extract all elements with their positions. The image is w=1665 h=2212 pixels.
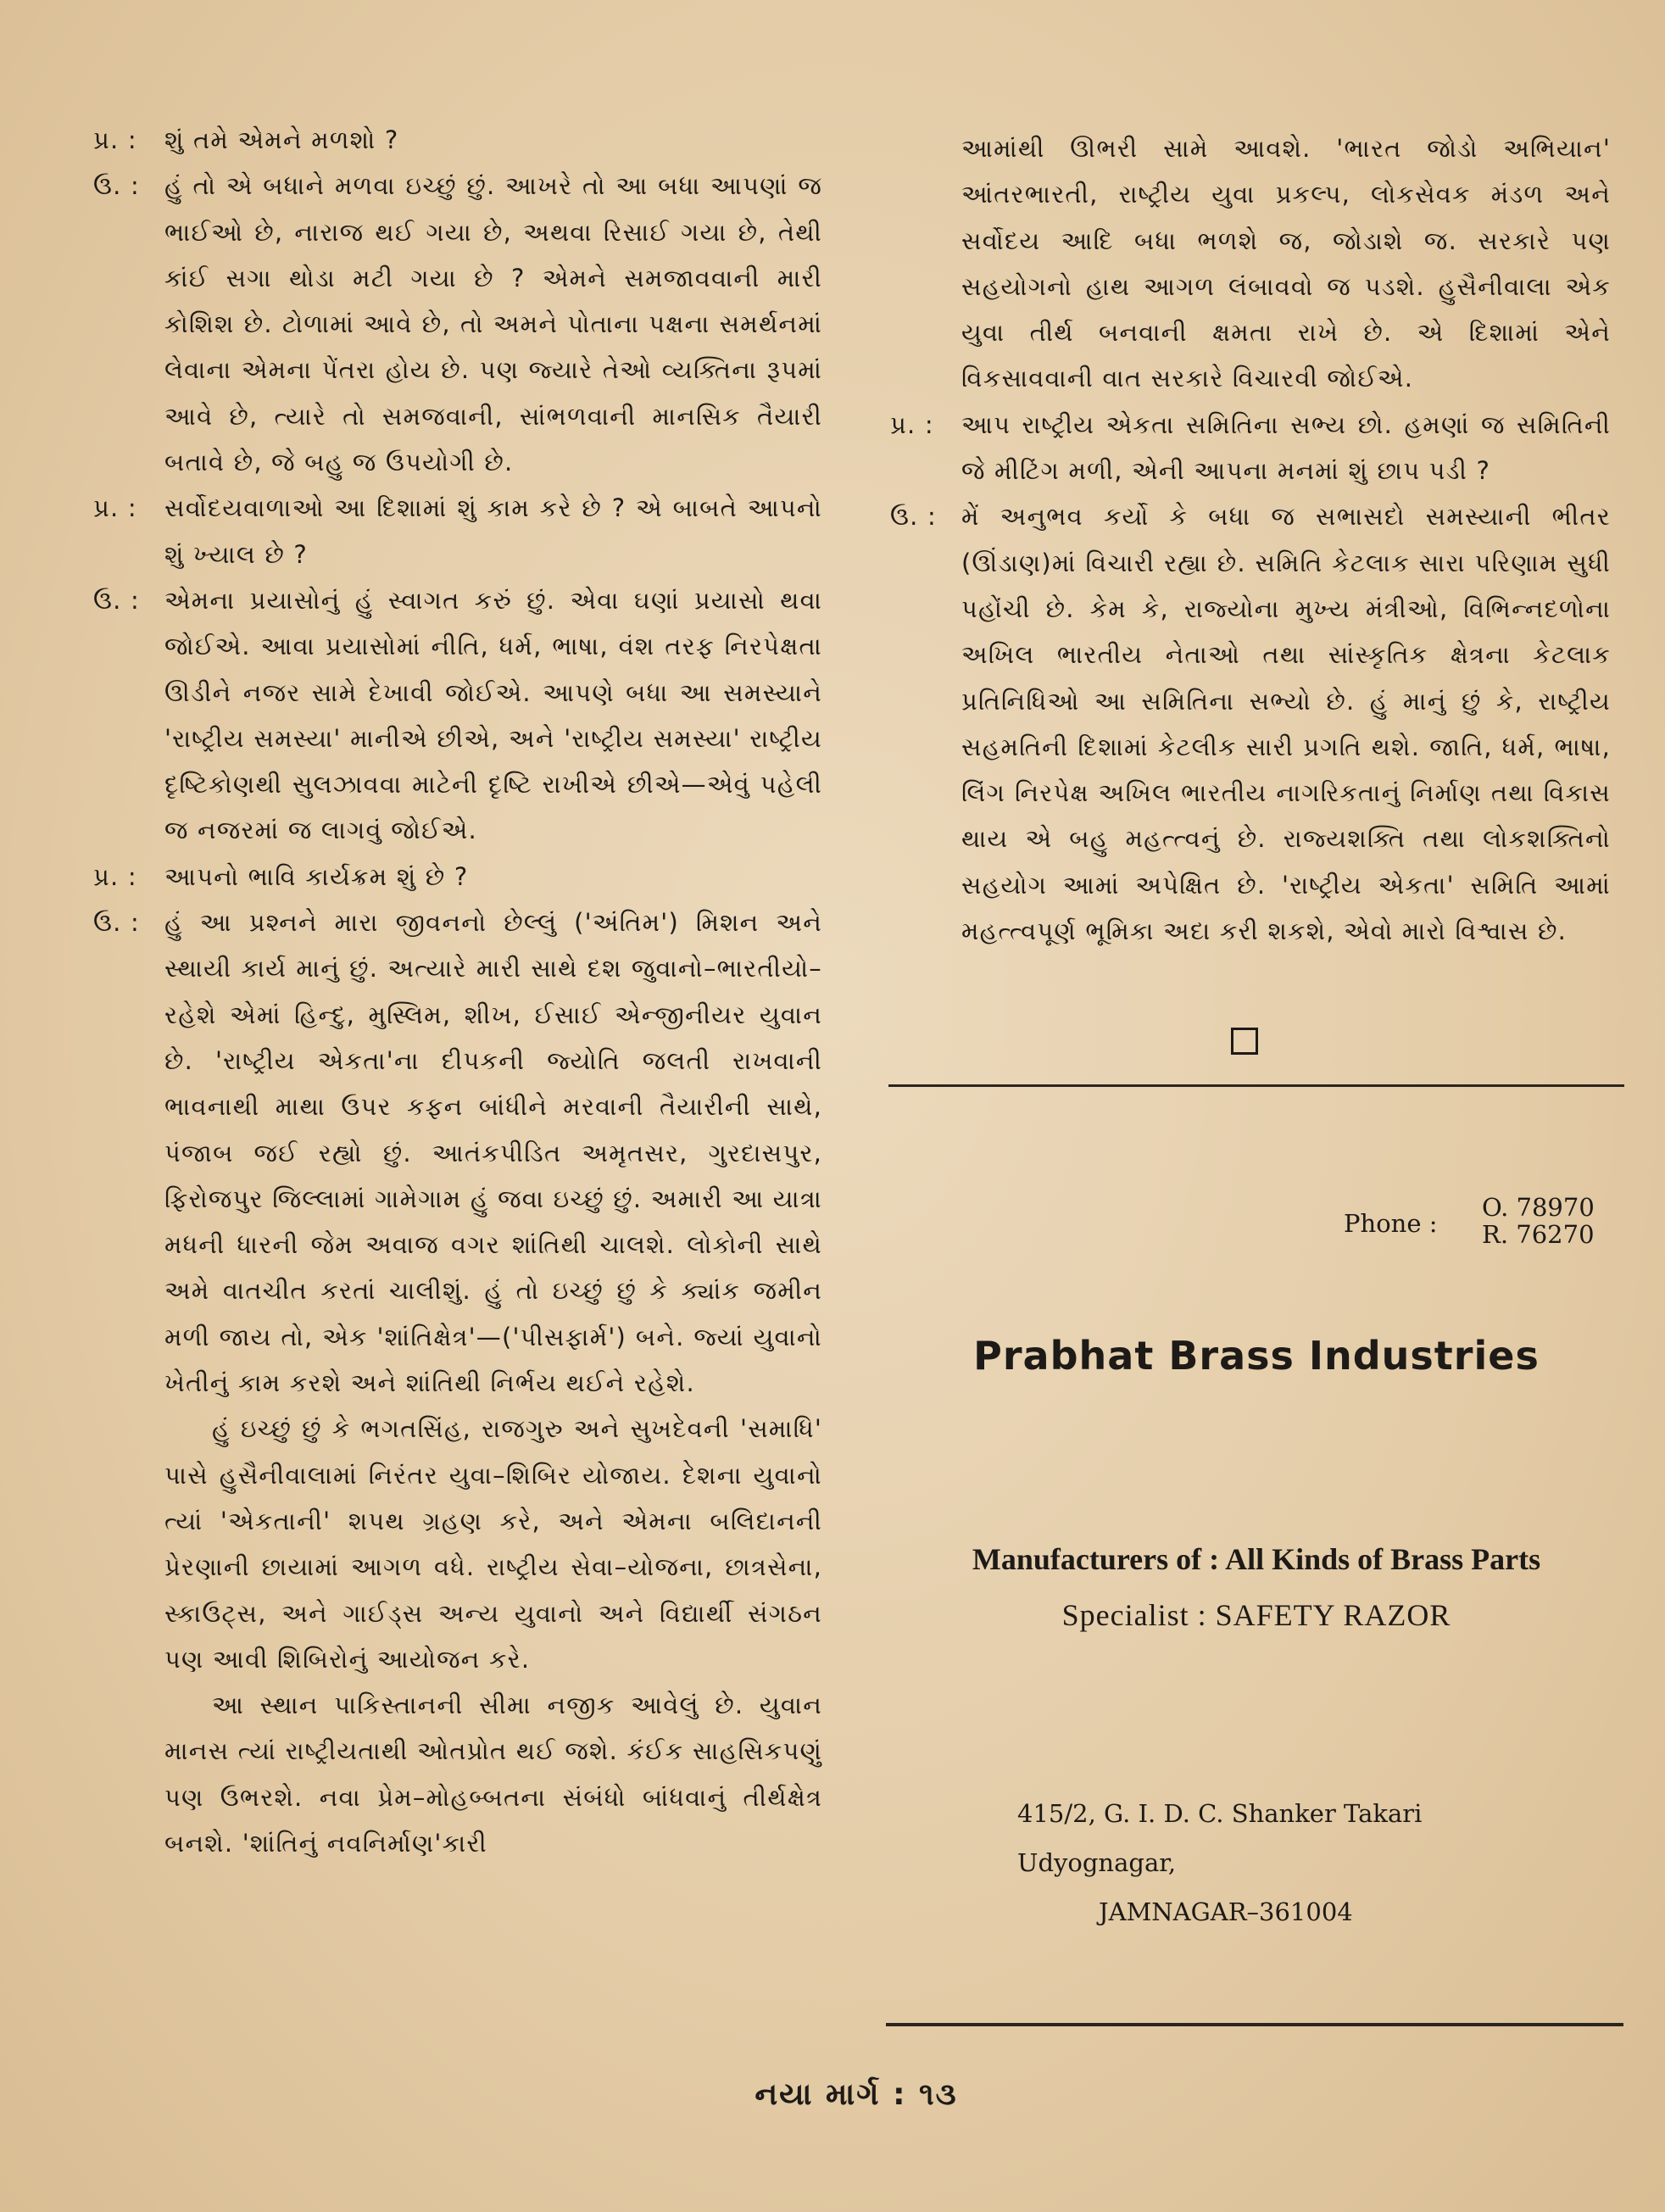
divider-top xyxy=(888,1084,1624,1087)
question-text: સર્વોદયવાળાઓ આ દિશામાં શું કામ કરે છે ? એ બાબતે આપનો શું ખ્યાલ છે ? xyxy=(164,493,822,569)
manufacturers-line: Manufacturers of : All Kinds of Brass Parts xyxy=(972,1542,1541,1576)
address-line-1: 415/2, G. I. D. C. Shanker Takari xyxy=(1017,1799,1423,1828)
divider-bottom xyxy=(886,2023,1623,2026)
answer-text: એમના પ્રયાસોનું હું સ્વાગત કરું છું. એવા ઘણાં પ્રયાસો થવા જોઈએ. આવા પ્રયાસોમાં નીતિ, ધર્મ, ભાષા, વંશ તરફ નિરપેક્ષતા ઊડીને નજર સામે દેખાવી જોઈએ. આપણે બધા આ સમસ્યાને 'રાષ્ટ્રીય સમસ્યા' માનીએ છીએ, અને 'રાષ્ટ્રીય સમસ્યા' રાષ્ટ્રીય દૃષ્ટિકોણથી સુલઝાવવા માટેની દૃષ્ટિ રાખીએ છીએ—એવું પહેલી જ નજરમાં જ લાગવું જોઈએ. xyxy=(164,585,822,845)
answer-label: ઉ. : xyxy=(890,502,937,532)
answer-2 xyxy=(93,577,822,854)
answer-3 xyxy=(93,900,822,1406)
question-label: પ્ર. : xyxy=(93,125,137,154)
answer-text: મેં અનુભવ કર્યો કે બધા જ સભાસદો સમસ્યાની ભીતર (ઊંડાણ)માં વિચારી રહ્યા છે. સમિતિ કેટલાક સારા પરિણામ સુધી પહોંચી છે. કેમ કે, રાજ્યોના મુખ્ય મંત્રીઓ, વિભિન્નદળોના અખિલ ભારતીય નેતાઓ તથા સાંસ્કૃતિક ક્ષેત્રના કેટલાક પ્રતિનિધિઓ આ સમિતિના સભ્યો છે. હું માનું છું કે, રાષ્ટ્રીય સહમતિની દિશામાં કેટલીક સારી પ્રગતિ થશે. જાતિ, ધર્મ, ભાષા, લિંગ નિરપેક્ષ અખિલ ભારતીય નાગરિકતાનું નિર્માણ તથા વિકાસ થાય એ બહુ મહત્ત્વનું છે. રાજ્યશક્તિ તથા લોકશક્તિનો સહયોગ આમાં અપેક્ષિત છે. 'રાષ્ટ્રીય એકતા' સમિતિ આમાં મહત્ત્વપૂર્ણ ભૂમિકા અદા કરી શકશે, એવો મારો વિશ્વાસ છે. xyxy=(961,502,1611,946)
answer-4 xyxy=(890,493,1611,954)
paragraph-1: હું ઇચ્છું છું કે ભગતસિંહ, રાજગુરુ અને સુખદેવની 'સમાધિ' પાસે હુસૈનીવાલામાં નિરંતર યુવા–શિબિર યોજાય. દેશના યુવાનો ત્યાં 'એકતાની' શપથ ગ્રહણ કરે, અને એમના બલિદાનની પ્રેરણાની છાયામાં આગળ વધે. રાષ્ટ્રીય સેવા–યોજના, છાત્રસેના, સ્કાઉટ્સ, અને ગાઈડ્સ અન્ય યુવાનો અને વિદ્યાર્થી સંગઠન પણ આવી શિબિરોનું આયોજન કરે. xyxy=(164,1414,822,1674)
phone-residence: R. 76270 xyxy=(1482,1220,1595,1249)
left-column xyxy=(93,117,822,1866)
answer-text: હું આ પ્રશ્નને મારા જીવનનો છેલ્લું ('અંતિમ') મિશન અને સ્થાયી કાર્ય માનું છું. અત્યારે મારી સાથે દશ જુવાનો–ભારતીયો–રહેશે એમાં હિન્દુ, મુસ્લિમ, શીખ, ઈસાઈ એન્જીનીયર યુવાન છે. 'રાષ્ટ્રીય એકતા'ના દીપકની જ્યોતિ જલતી રાખવાની ભાવનાથી માથા ઉપર કફન બાંધીને મરવાની તૈયારીની સાથે, પંજાબ જઈ રહ્યો છું. આતંકપીડિત અમૃતસર, ગુરદાસપુર, ફિરોજપુર જિલ્લામાં ગામેગામ હું જવા ઇચ્છું છું. અમારી આ યાત્રા મધની ધારની જેમ અવાજ વગર શાંતિથી ચાલશે. લોકોની સાથે અમે વાતચીત કરતાં ચાલીશું. હું તો ઇચ્છું છું કે ક્યાંક જમીન મળી જાય તો, એક 'શાંતિક્ષેત્ર'—('પીસફાર્મ') બને. જ્યાં યુવાનો ખેતીનું કામ કરશે અને શાંતિથી નિર્ભય થઈને રહેશે. xyxy=(164,908,822,1398)
company-name: Prabhat Brass Industries xyxy=(973,1333,1540,1379)
address-line-2: Udyognagar, xyxy=(1017,1848,1177,1877)
page-footer: નયા માર્ગ : ૧૩ xyxy=(755,2077,958,2112)
question-text: આપ રાષ્ટ્રીય એકતા સમિતિના સભ્ય છો. હમણાં જ સમિતિની જે મીટિંગ મળી, એની આપના મનમાં શું છાપ પડી ? xyxy=(961,410,1611,486)
answer-label: ઉ. : xyxy=(93,585,140,615)
answer-text: હું તો એ બધાને મળવા ઇચ્છું છું. આખરે તો આ બધા આપણાં જ ભાઈઓ છે, નારાજ થઈ ગયા છે, અથવા રિસાઈ ગયા છે, તેથી કાંઈ સગા થોડા મટી ગયા છે ? એમને સમજાવવાની મારી કોશિશ છે. ટોળામાં આવે છે, તો અમને પોતાના પક્ષના સમર્થનમાં લેવાના એમના પેંતરા હોય છે. પણ જ્યારે તેઓ વ્યક્તિના રૂપમાં આવે છે, ત્યારે તો સમજવાની, સાંભળવાની માનસિક તૈયારી બતાવે છે, જે બહુ જ ઉપયોગી છે. xyxy=(164,171,822,477)
question-text: શું તમે એમને મળશો ? xyxy=(164,125,399,154)
question-label: પ્ર. : xyxy=(93,493,137,523)
question-2 xyxy=(93,485,822,577)
phone-label: Phone : xyxy=(1344,1209,1438,1238)
question-3 xyxy=(93,854,822,900)
continued-paragraph: આમાંથી ઊભરી સામે આવશે. 'ભારત જોડો અભિયાન' આંતરભારતી, રાષ્ટ્રીય યુવા પ્રકલ્પ, લોકસેવક મંડળ અને સર્વોદય આદિ બધા ભળશે જ, જોડાશે જ. સરકારે પણ સહયોગનો હાથ આગળ લંબાવવો જ પડશે. હુસૈનીવાલા એક યુવા તીર્થ બનવાની ક્ષમતા રાખે છે. એ દિશામાં એને વિકસાવવાની વાત સરકારે વિચારવી જોઈએ. xyxy=(961,134,1611,393)
address xyxy=(1017,1789,1422,1936)
question-4 xyxy=(890,402,1611,494)
end-mark-square xyxy=(1231,1028,1258,1055)
answer-label: ઉ. : xyxy=(93,171,140,201)
right-column xyxy=(890,125,1611,954)
question-text: આપનો ભાવિ કાર્યક્રમ શું છે ? xyxy=(164,861,469,891)
question-1 xyxy=(93,117,822,163)
specialist-line: Specialist : SAFETY RAZOR xyxy=(1061,1598,1451,1632)
question-label: પ્ર. : xyxy=(93,861,137,891)
answer-label: ઉ. : xyxy=(93,908,140,938)
paragraph-2: આ સ્થાન પાકિસ્તાનની સીમા નજીક આવેલું છે. યુવાન માનસ ત્યાં રાષ્ટ્રીયતાથી ઓતપ્રોત થઈ જશે. કંઈક સાહસિકપણું પણ ઉભરશે. નવા પ્રેમ–મોહબ્બતના સંબંધો બાંધવાનું તીર્થક્ષેત્ર બનશે. 'શાંતિનું નવનિર્માણ'કારી xyxy=(164,1691,822,1858)
phone-office: O. 78970 xyxy=(1482,1193,1595,1222)
answer-1 xyxy=(93,163,822,485)
phone-numbers xyxy=(1482,1194,1595,1248)
address-line-3: JAMNAGAR–361004 xyxy=(1099,1897,1353,1926)
question-label: પ્ર. : xyxy=(890,410,934,439)
